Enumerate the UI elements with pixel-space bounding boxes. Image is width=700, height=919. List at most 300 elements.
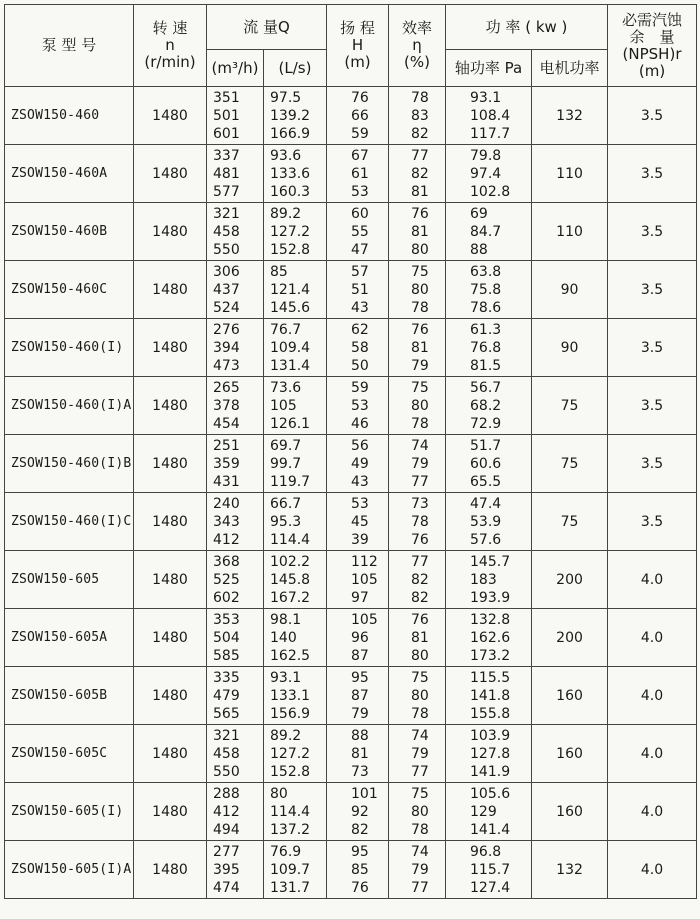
efficiency-cell-value: 81: [411, 223, 429, 240]
flow-m3h-cell-value: 437: [213, 281, 240, 298]
motor-power-cell: 75: [532, 493, 608, 551]
head-cell-value: 92: [351, 803, 369, 820]
head-cell-value: 55: [351, 223, 369, 240]
head-cell: [327, 725, 389, 783]
head-cell-value: 85: [351, 861, 369, 878]
npsh-cell: 4.0: [608, 841, 697, 899]
header-power: 功 率 ( kw ): [446, 5, 608, 50]
head-cell: [327, 551, 389, 609]
header-speed: 转 速 n (r/min): [134, 5, 207, 87]
efficiency-cell-value: 77: [411, 147, 429, 164]
shaft-power-cell-value: 173.2: [470, 647, 511, 664]
shaft-power-cell-value: 75.8: [470, 281, 502, 298]
flow-m3h-cell-value: 473: [213, 357, 240, 374]
flow-m3h-cell: [207, 667, 264, 725]
efficiency-cell-value: 83: [411, 107, 429, 124]
flow-m3h-cell: [207, 841, 264, 899]
efficiency-cell-value: 74: [411, 727, 429, 744]
flow-ls-cell-value: 98.1: [270, 611, 302, 628]
efficiency-cell-value: 79: [411, 357, 429, 374]
head-cell-value: 87: [351, 647, 369, 664]
flow-ls-cell-value: 97.5: [270, 89, 302, 106]
flow-m3h-cell-value: 368: [213, 553, 240, 570]
shaft-power-cell-value: 53.9: [470, 513, 502, 530]
npsh-cell: 3.5: [608, 203, 697, 261]
shaft-power-cell-value: 145.7: [470, 553, 511, 570]
shaft-power-cell-value: 96.8: [470, 843, 502, 860]
efficiency-cell-value: 79: [411, 861, 429, 878]
head-cell-value: 59: [351, 379, 369, 396]
motor-power-cell: 200: [532, 609, 608, 667]
efficiency-cell: [389, 435, 446, 493]
speed-cell: 1480: [134, 87, 207, 145]
shaft-power-cell: [446, 841, 532, 899]
efficiency-cell: [389, 145, 446, 203]
table-row: [5, 493, 697, 551]
efficiency-cell-value: 81: [411, 339, 429, 356]
head-cell-value: 101: [351, 785, 378, 802]
flow-ls-cell-value: 102.2: [270, 553, 311, 570]
model-cell: ZSOW150-605C: [5, 725, 134, 783]
shaft-power-cell-value: 88: [470, 241, 488, 258]
table-row: [5, 435, 697, 493]
motor-power-cell: 132: [532, 841, 608, 899]
efficiency-cell-value: 77: [411, 879, 429, 896]
efficiency-cell-value: 82: [411, 571, 429, 588]
head-cell: [327, 667, 389, 725]
flow-ls-cell-value: 99.7: [270, 455, 302, 472]
table-row: [5, 667, 697, 725]
head-cell-value: 45: [351, 513, 369, 530]
head-cell: [327, 261, 389, 319]
head-cell-value: 59: [351, 125, 369, 142]
flow-ls-cell-value: 152.8: [270, 763, 311, 780]
speed-cell: 1480: [134, 261, 207, 319]
flow-ls-cell-value: 109.4: [270, 339, 311, 356]
flow-ls-cell-value: 85: [270, 263, 288, 280]
flow-m3h-cell: [207, 377, 264, 435]
efficiency-cell: [389, 725, 446, 783]
flow-ls-cell: [264, 377, 327, 435]
flow-m3h-cell-value: 321: [213, 205, 240, 222]
efficiency-cell-value: 81: [411, 629, 429, 646]
motor-power-cell: 110: [532, 203, 608, 261]
efficiency-cell-value: 82: [411, 165, 429, 182]
head-cell-value: 39: [351, 531, 369, 548]
head-cell-value: 62: [351, 321, 369, 338]
shaft-power-cell-value: 105.6: [470, 785, 511, 802]
head-cell-value: 56: [351, 437, 369, 454]
npsh-cell: 3.5: [608, 261, 697, 319]
head-cell-value: 87: [351, 687, 369, 704]
head-cell-value: 46: [351, 415, 369, 432]
speed-cell: 1480: [134, 667, 207, 725]
efficiency-cell-value: 74: [411, 843, 429, 860]
head-cell-value: 57: [351, 263, 369, 280]
shaft-power-cell-value: 47.4: [470, 495, 502, 512]
shaft-power-cell-value: 141.4: [470, 821, 511, 838]
flow-ls-cell-value: 156.9: [270, 705, 311, 722]
npsh-cell: 3.5: [608, 377, 697, 435]
flow-ls-cell-value: 167.2: [270, 589, 311, 606]
flow-ls-cell-value: 131.4: [270, 357, 311, 374]
efficiency-cell-value: 78: [411, 821, 429, 838]
flow-m3h-cell: [207, 783, 264, 841]
flow-m3h-cell-value: 494: [213, 821, 240, 838]
model-cell: ZSOW150-605(I): [5, 783, 134, 841]
table-row: [5, 319, 697, 377]
flow-m3h-cell-value: 395: [213, 861, 240, 878]
efficiency-cell: [389, 609, 446, 667]
header-efficiency: 效率 η (%): [389, 5, 446, 87]
model-cell: ZSOW150-460(I)B: [5, 435, 134, 493]
flow-m3h-cell-value: 601: [213, 125, 240, 142]
flow-m3h-cell-value: 454: [213, 415, 240, 432]
efficiency-cell-value: 80: [411, 281, 429, 298]
shaft-power-cell-value: 108.4: [470, 107, 511, 124]
flow-m3h-cell-value: 337: [213, 147, 240, 164]
shaft-power-cell: [446, 319, 532, 377]
shaft-power-cell: [446, 609, 532, 667]
speed-cell: 1480: [134, 725, 207, 783]
efficiency-cell-value: 76: [411, 611, 429, 628]
head-cell-value: 112: [351, 553, 378, 570]
efficiency-cell-value: 76: [411, 205, 429, 222]
shaft-power-cell: [446, 145, 532, 203]
shaft-power-cell-value: 141.8: [470, 687, 511, 704]
shaft-power-cell: [446, 203, 532, 261]
flow-ls-cell: [264, 551, 327, 609]
head-cell-value: 47: [351, 241, 369, 258]
header-head: 扬 程 H (m): [327, 5, 389, 87]
flow-ls-cell-value: 145.8: [270, 571, 311, 588]
flow-ls-cell-value: 95.3: [270, 513, 302, 530]
shaft-power-cell-value: 68.2: [470, 397, 502, 414]
flow-ls-cell-value: 121.4: [270, 281, 311, 298]
shaft-power-cell-value: 81.5: [470, 357, 502, 374]
motor-power-cell: 90: [532, 261, 608, 319]
motor-power-cell: 110: [532, 145, 608, 203]
flow-m3h-cell-value: 306: [213, 263, 240, 280]
flow-ls-cell-value: 76.9: [270, 843, 302, 860]
flow-ls-cell-value: 105: [270, 397, 297, 414]
head-cell: [327, 203, 389, 261]
shaft-power-cell: [446, 87, 532, 145]
flow-ls-cell: [264, 319, 327, 377]
efficiency-cell-value: 81: [411, 183, 429, 200]
shaft-power-cell-value: 56.7: [470, 379, 502, 396]
head-cell-value: 95: [351, 669, 369, 686]
shaft-power-cell-value: 155.8: [470, 705, 511, 722]
head-cell-value: 61: [351, 165, 369, 182]
shaft-power-cell-value: 84.7: [470, 223, 502, 240]
npsh-cell: 4.0: [608, 667, 697, 725]
model-cell: ZSOW150-460(I)A: [5, 377, 134, 435]
shaft-power-cell-value: 115.7: [470, 861, 511, 878]
flow-ls-cell-value: 114.4: [270, 531, 311, 548]
flow-m3h-cell-value: 378: [213, 397, 240, 414]
flow-ls-cell-value: 66.7: [270, 495, 302, 512]
flow-m3h-cell-value: 524: [213, 299, 240, 316]
head-cell-value: 53: [351, 495, 369, 512]
head-cell: [327, 319, 389, 377]
flow-m3h-cell-value: 240: [213, 495, 240, 512]
head-cell: [327, 841, 389, 899]
model-cell: ZSOW150-460B: [5, 203, 134, 261]
flow-m3h-cell-value: 251: [213, 437, 240, 454]
shaft-power-cell-value: 117.7: [470, 125, 511, 142]
table-row: [5, 377, 697, 435]
flow-ls-cell: [264, 725, 327, 783]
flow-ls-cell-value: 80: [270, 785, 288, 802]
flow-ls-cell-value: 114.4: [270, 803, 311, 820]
flow-ls-cell: [264, 493, 327, 551]
efficiency-cell-value: 79: [411, 745, 429, 762]
flow-m3h-cell: [207, 87, 264, 145]
header-flow-ls: (L/s): [264, 50, 327, 87]
shaft-power-cell-value: 129: [470, 803, 497, 820]
table-row: [5, 609, 697, 667]
shaft-power-cell-value: 141.9: [470, 763, 511, 780]
flow-ls-cell-value: 69.7: [270, 437, 302, 454]
header-model: 泵 型 号: [5, 5, 134, 87]
flow-ls-cell-value: 131.7: [270, 879, 311, 896]
flow-m3h-cell-value: 353: [213, 611, 240, 628]
motor-power-cell: 90: [532, 319, 608, 377]
head-cell: [327, 609, 389, 667]
head-cell-value: 81: [351, 745, 369, 762]
shaft-power-cell-value: 162.6: [470, 629, 511, 646]
flow-m3h-cell-value: 321: [213, 727, 240, 744]
flow-m3h-cell: [207, 319, 264, 377]
speed-cell: 1480: [134, 377, 207, 435]
npsh-cell: 3.5: [608, 319, 697, 377]
shaft-power-cell-value: 93.1: [470, 89, 502, 106]
table-row: [5, 551, 697, 609]
flow-ls-cell: [264, 841, 327, 899]
model-cell: ZSOW150-460: [5, 87, 134, 145]
flow-ls-cell-value: 133.1: [270, 687, 311, 704]
flow-ls-cell-value: 133.6: [270, 165, 311, 182]
flow-m3h-cell-value: 288: [213, 785, 240, 802]
head-cell-value: 43: [351, 299, 369, 316]
npsh-cell: 4.0: [608, 783, 697, 841]
efficiency-cell-value: 78: [411, 89, 429, 106]
flow-ls-cell-value: 109.7: [270, 861, 311, 878]
efficiency-cell: [389, 841, 446, 899]
shaft-power-cell-value: 102.8: [470, 183, 511, 200]
motor-power-cell: 160: [532, 783, 608, 841]
flow-ls-cell-value: 166.9: [270, 125, 311, 142]
shaft-power-cell: [446, 783, 532, 841]
shaft-power-cell-value: 76.8: [470, 339, 502, 356]
speed-cell: 1480: [134, 841, 207, 899]
flow-m3h-cell-value: 565: [213, 705, 240, 722]
flow-ls-cell-value: 152.8: [270, 241, 311, 258]
shaft-power-cell-value: 61.3: [470, 321, 502, 338]
shaft-power-cell: [446, 725, 532, 783]
head-cell-value: 67: [351, 147, 369, 164]
flow-ls-cell-value: 93.1: [270, 669, 302, 686]
speed-cell: 1480: [134, 145, 207, 203]
shaft-power-cell-value: 65.5: [470, 473, 502, 490]
flow-m3h-cell-value: 550: [213, 241, 240, 258]
speed-cell: 1480: [134, 609, 207, 667]
flow-ls-cell-value: 127.2: [270, 223, 311, 240]
pump-spec-table: [4, 4, 697, 899]
flow-m3h-cell: [207, 551, 264, 609]
flow-m3h-cell: [207, 261, 264, 319]
efficiency-cell-value: 80: [411, 647, 429, 664]
motor-power-cell: 75: [532, 435, 608, 493]
flow-m3h-cell-value: 277: [213, 843, 240, 860]
flow-ls-cell-value: 140: [270, 629, 297, 646]
efficiency-cell: [389, 493, 446, 551]
efficiency-cell-value: 77: [411, 553, 429, 570]
head-cell-value: 60: [351, 205, 369, 222]
flow-ls-cell-value: 126.1: [270, 415, 311, 432]
shaft-power-cell-value: 183: [470, 571, 497, 588]
flow-m3h-cell-value: 351: [213, 89, 240, 106]
table-row: [5, 203, 697, 261]
efficiency-cell-value: 74: [411, 437, 429, 454]
table-row: [5, 725, 697, 783]
efficiency-cell-value: 76: [411, 321, 429, 338]
shaft-power-cell: [446, 377, 532, 435]
flow-m3h-cell-value: 412: [213, 803, 240, 820]
shaft-power-cell-value: 72.9: [470, 415, 502, 432]
efficiency-cell: [389, 667, 446, 725]
efficiency-cell: [389, 319, 446, 377]
shaft-power-cell: [446, 493, 532, 551]
efficiency-cell-value: 73: [411, 495, 429, 512]
head-cell-value: 53: [351, 397, 369, 414]
flow-m3h-cell-value: 577: [213, 183, 240, 200]
flow-ls-cell-value: 93.6: [270, 147, 302, 164]
head-cell-value: 53: [351, 183, 369, 200]
flow-m3h-cell-value: 335: [213, 669, 240, 686]
motor-power-cell: 132: [532, 87, 608, 145]
npsh-cell: 3.5: [608, 145, 697, 203]
flow-ls-cell: [264, 261, 327, 319]
efficiency-cell: [389, 261, 446, 319]
npsh-cell: 4.0: [608, 609, 697, 667]
efficiency-cell-value: 78: [411, 513, 429, 530]
efficiency-cell-value: 80: [411, 803, 429, 820]
efficiency-cell-value: 80: [411, 397, 429, 414]
efficiency-cell: [389, 551, 446, 609]
motor-power-cell: 200: [532, 551, 608, 609]
efficiency-cell-value: 80: [411, 687, 429, 704]
shaft-power-cell-value: 127.8: [470, 745, 511, 762]
head-cell-value: 73: [351, 763, 369, 780]
head-cell-value: 58: [351, 339, 369, 356]
speed-cell: 1480: [134, 319, 207, 377]
flow-m3h-cell-value: 458: [213, 745, 240, 762]
efficiency-cell-value: 75: [411, 669, 429, 686]
flow-m3h-cell-value: 479: [213, 687, 240, 704]
shaft-power-cell-value: 57.6: [470, 531, 502, 548]
model-cell: ZSOW150-460(I)C: [5, 493, 134, 551]
head-cell: [327, 87, 389, 145]
head-cell-value: 105: [351, 611, 378, 628]
flow-m3h-cell-value: 265: [213, 379, 240, 396]
flow-m3h-cell-value: 431: [213, 473, 240, 490]
flow-m3h-cell-value: 458: [213, 223, 240, 240]
table-row: [5, 145, 697, 203]
table-row: [5, 783, 697, 841]
efficiency-cell: [389, 377, 446, 435]
flow-m3h-cell-value: 359: [213, 455, 240, 472]
shaft-power-cell-value: 193.9: [470, 589, 511, 606]
npsh-cell: 4.0: [608, 725, 697, 783]
flow-ls-cell-value: 127.2: [270, 745, 311, 762]
table-row: [5, 87, 697, 145]
efficiency-cell-value: 82: [411, 589, 429, 606]
flow-ls-cell-value: 73.6: [270, 379, 302, 396]
flow-m3h-cell-value: 525: [213, 571, 240, 588]
model-cell: ZSOW150-460(I): [5, 319, 134, 377]
head-cell-value: 105: [351, 571, 378, 588]
flow-m3h-cell: [207, 145, 264, 203]
shaft-power-cell-value: 60.6: [470, 455, 502, 472]
head-cell-value: 49: [351, 455, 369, 472]
head-cell-value: 66: [351, 107, 369, 124]
shaft-power-cell: [446, 261, 532, 319]
shaft-power-cell-value: 127.4: [470, 879, 511, 896]
shaft-power-cell: [446, 435, 532, 493]
flow-m3h-cell-value: 343: [213, 513, 240, 530]
efficiency-cell-value: 77: [411, 763, 429, 780]
flow-m3h-cell-value: 550: [213, 763, 240, 780]
efficiency-cell-value: 77: [411, 473, 429, 490]
flow-m3h-cell: [207, 435, 264, 493]
flow-ls-cell: [264, 145, 327, 203]
flow-ls-cell-value: 145.6: [270, 299, 311, 316]
shaft-power-cell-value: 69: [470, 205, 488, 222]
header-flow: 流 量Q: [207, 5, 327, 50]
flow-ls-cell: [264, 609, 327, 667]
speed-cell: 1480: [134, 435, 207, 493]
shaft-power-cell-value: 103.9: [470, 727, 511, 744]
head-cell-value: 96: [351, 629, 369, 646]
shaft-power-cell-value: 63.8: [470, 263, 502, 280]
head-cell-value: 43: [351, 473, 369, 490]
flow-ls-cell: [264, 783, 327, 841]
flow-ls-cell-value: 162.5: [270, 647, 311, 664]
head-cell-value: 79: [351, 705, 369, 722]
efficiency-cell: [389, 87, 446, 145]
flow-ls-cell-value: 89.2: [270, 205, 302, 222]
head-cell: [327, 145, 389, 203]
flow-m3h-cell: [207, 609, 264, 667]
motor-power-cell: 160: [532, 667, 608, 725]
flow-m3h-cell-value: 602: [213, 589, 240, 606]
flow-m3h-cell-value: 585: [213, 647, 240, 664]
shaft-power-cell: [446, 667, 532, 725]
head-cell-value: 50: [351, 357, 369, 374]
table-row: [5, 261, 697, 319]
efficiency-cell-value: 78: [411, 299, 429, 316]
efficiency-cell-value: 78: [411, 705, 429, 722]
flow-m3h-cell: [207, 203, 264, 261]
model-cell: ZSOW150-605B: [5, 667, 134, 725]
header-flow-m3h: (m³/h): [207, 50, 264, 87]
flow-ls-cell-value: 160.3: [270, 183, 311, 200]
speed-cell: 1480: [134, 203, 207, 261]
flow-m3h-cell-value: 481: [213, 165, 240, 182]
head-cell-value: 76: [351, 879, 369, 896]
